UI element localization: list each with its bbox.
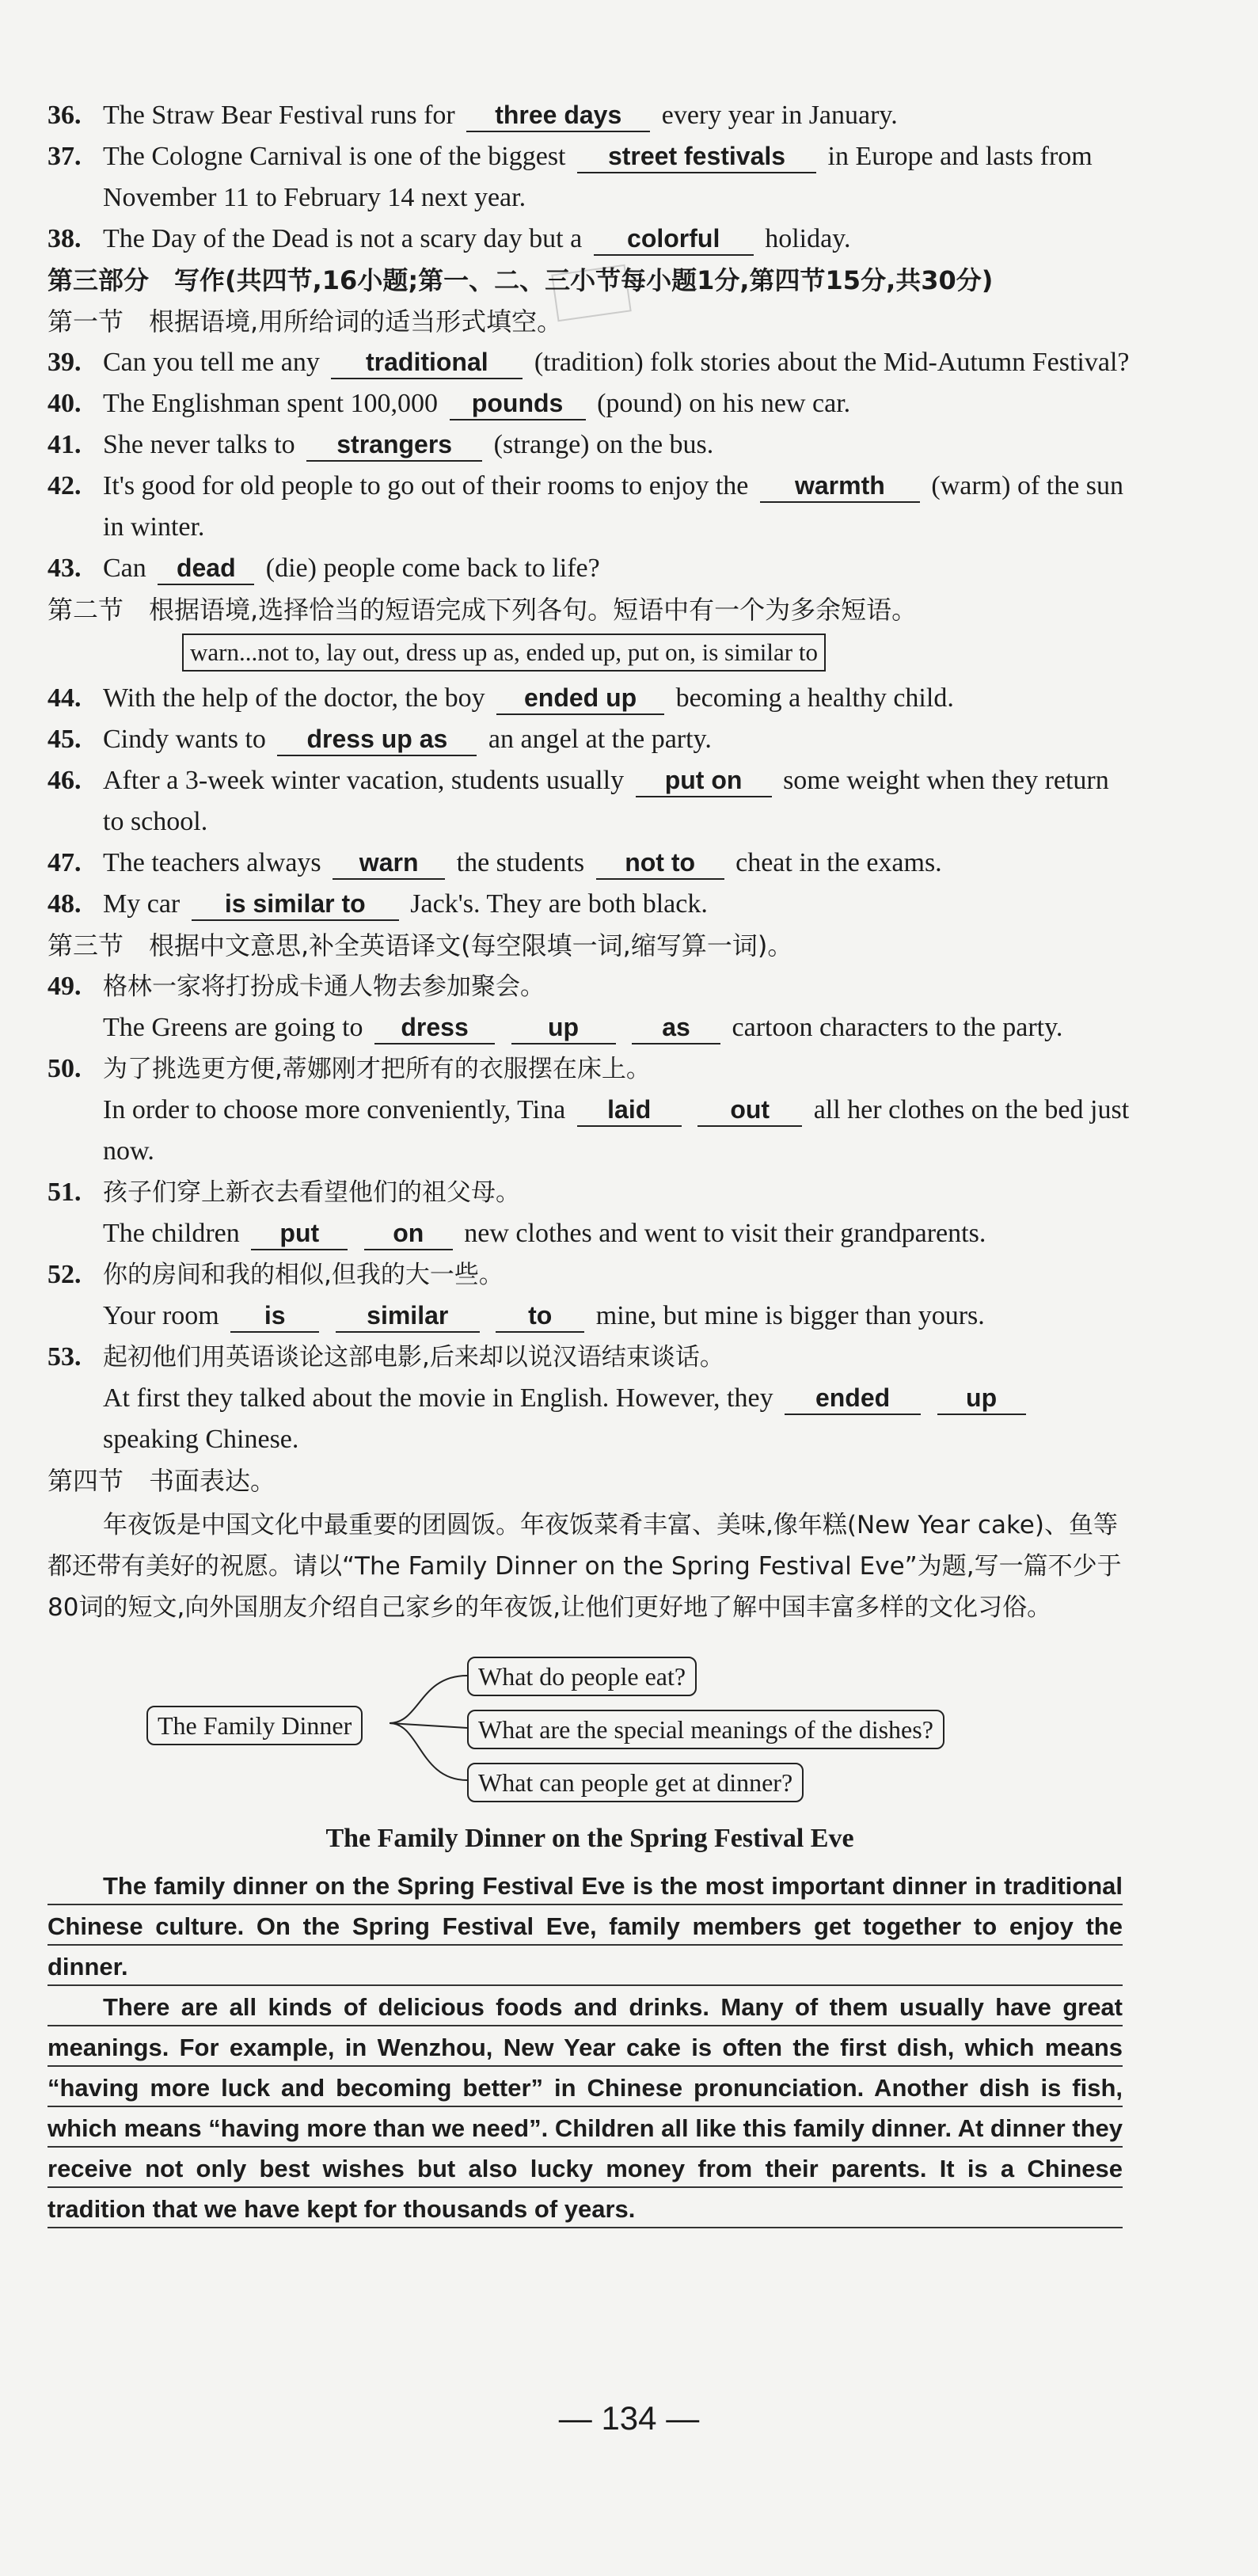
answer-blank: put on [636,764,772,797]
answer-blank: up [937,1382,1026,1415]
question-53: 53. 起初他们用英语谈论这部电影,后来却以说汉语结束谈话。 [48,1342,724,1372]
question-52-english: Your room is similar to mine, but mine is bigger than yours. [48,1296,1132,1337]
question-50: 50. 为了挑选更方便,蒂娜刚才把所有的衣服摆在床上。 [48,1054,651,1083]
answer-blank: is similar to [192,888,399,921]
answer-blank: three days [466,99,650,132]
answer-blank: up [511,1011,616,1044]
question-number: 36. [48,101,82,130]
section2-header: 第二节 根据语境,选择恰当的短语完成下列各句。短语中有一个为多余短语。 [48,595,918,625]
mind-map-branch: What do people eat? [467,1657,697,1696]
section1-header: 第一节 根据语境,用所给词的适当形式填空。 [48,306,563,337]
answer-blank: warmth [760,470,920,503]
page-number: — 134 — [558,2399,700,2437]
question-43: 43. Can dead (die) people come back to life? [48,548,1132,589]
question-45: 45. Cindy wants to dress up as an angel at the party. [48,719,1132,760]
mind-map-branch: What are the special meanings of the dishes? [467,1710,944,1749]
question-40: 40. The Englishman spent 100,000 pounds (pound) on his new car. [48,383,1132,424]
mind-map-center: The Family Dinner [146,1706,363,1745]
question-51: 51. 孩子们穿上新衣去看望他们的祖父母。 [48,1178,520,1207]
question-49: 49. 格林一家将打扮成卡通人物去参加聚会。 [48,972,545,1001]
question-36: 36. The Straw Bear Festival runs for three days every year in January. [48,95,1132,136]
answer-blank: laid [577,1094,682,1127]
question-46: 46. After a 3-week winter vacation, students usually put on some weight when they return to school. [48,766,1109,836]
question-47: 47. The teachers always warn the students not to cheat in the exams. [48,843,1132,884]
answer-blank: as [632,1011,720,1044]
answer-blank: dress up as [277,723,477,756]
question-number: 38. [48,224,82,253]
section3-header: 第三节 根据中文意思,补全英语译文(每空限填一词,缩写算一词)。 [48,930,793,961]
question-48: 48. My car is similar to Jack's. They are both black. [48,884,1132,925]
mind-map [48,1644,1132,1810]
question-52: 52. 你的房间和我的相似,但我的大一些。 [48,1260,504,1289]
question-50-english: In order to choose more conveniently, Tina laid out all her clothes on the bed just now. [103,1095,1130,1166]
essay-paragraph: The family dinner on the Spring Festival Eve is the most important dinner in traditional Chinese culture. On the Spring Festival Eve, family members get together to enjoy the dinner. [48,1872,1123,1981]
question-37: 37. The Cologne Carnival is one of the biggest street festivals in Europe and lasts from November 11 to February 14 next year. [48,136,1132,219]
answer-blank: warn [333,847,445,880]
question-49-english: The Greens are going to dress up as cartoon characters to the party. [48,1007,1132,1048]
question-41: 41. She never talks to strangers (strange) on the bus. [48,424,1132,466]
answer-blank: out [697,1094,802,1127]
phrase-box: warn...not to, lay out, dress up as, ended up, put on, is similar to [182,634,826,672]
question-51-english: The children put on new clothes and went to visit their grandparents. [48,1213,1132,1254]
answer-blank: ended [785,1382,921,1415]
part3-header: 第三部分 写作(共四节,16小题;第一、二、三小节每小题1分,第四节15分,共30分) [48,265,994,295]
question-42: 42. It's good for old people to go out of their rooms to enjoy the warmth (warm) of the sun in winter. [48,471,1124,542]
mind-map-branch: What can people get at dinner? [467,1763,804,1802]
answer-blank: dress [374,1011,495,1044]
essay-paragraph: There are all kinds of delicious foods and drinks. Many of them usually have great meanings. For example, in Wenzhou, New Year cake is often the first dish, which means “having more luck and becoming better” in Chinese pronunciation. Another dish is fish, which means “having more than we need”. Children all like this family dinner. At dinner they receive not only best wishes but also lucky money from their parents. It is a Chinese tradition that we have kept for thousands of years. [48,1993,1123,2223]
answer-blank: not to [596,847,724,880]
question-number: 37. [48,142,82,171]
answer-blank: similar [336,1299,480,1333]
answer-blank: is [230,1299,319,1333]
section4-header: 第四节 书面表达。 [48,1466,276,1496]
writing-prompt: 年夜饭是中国文化中最重要的团圆饭。年夜饭菜肴丰富、美味,像年糕(New Year cake)、鱼等都还带有美好的祝愿。请以“The Family Dinner on the Spring Festival Eve”为题,写一篇不少于80词的短文,向外国朋友介绍自己家乡的年夜饭,让他们更好地了解中国丰富多样的文化习俗。 [48,1511,1122,1622]
answer-blank: ended up [496,682,664,715]
answer-blank: put [251,1217,348,1250]
essay-body [48,1866,1123,2229]
answer-blank: colorful [594,223,754,256]
answer-blank: pounds [450,387,586,420]
answer-blank: on [364,1217,453,1250]
question-38: 38. The Day of the Dead is not a scary day but a colorful holiday. [48,219,1132,260]
answer-blank: traditional [331,346,523,379]
answer-blank: to [496,1299,584,1333]
question-44: 44. With the help of the doctor, the boy ended up becoming a healthy child. [48,678,1132,719]
answer-blank: strangers [306,428,482,462]
worksheet-page [48,95,1132,2229]
answer-blank: street festivals [577,140,816,173]
question-39: 39. Can you tell me any traditional (tradition) folk stories about the Mid-Autumn Festival? [48,342,1132,383]
question-53-english: At first they talked about the movie in English. However, they ended up speaking Chinese. [48,1378,1132,1460]
essay-title: The Family Dinner on the Spring Festival Eve [325,1824,854,1853]
answer-blank: dead [158,552,254,585]
